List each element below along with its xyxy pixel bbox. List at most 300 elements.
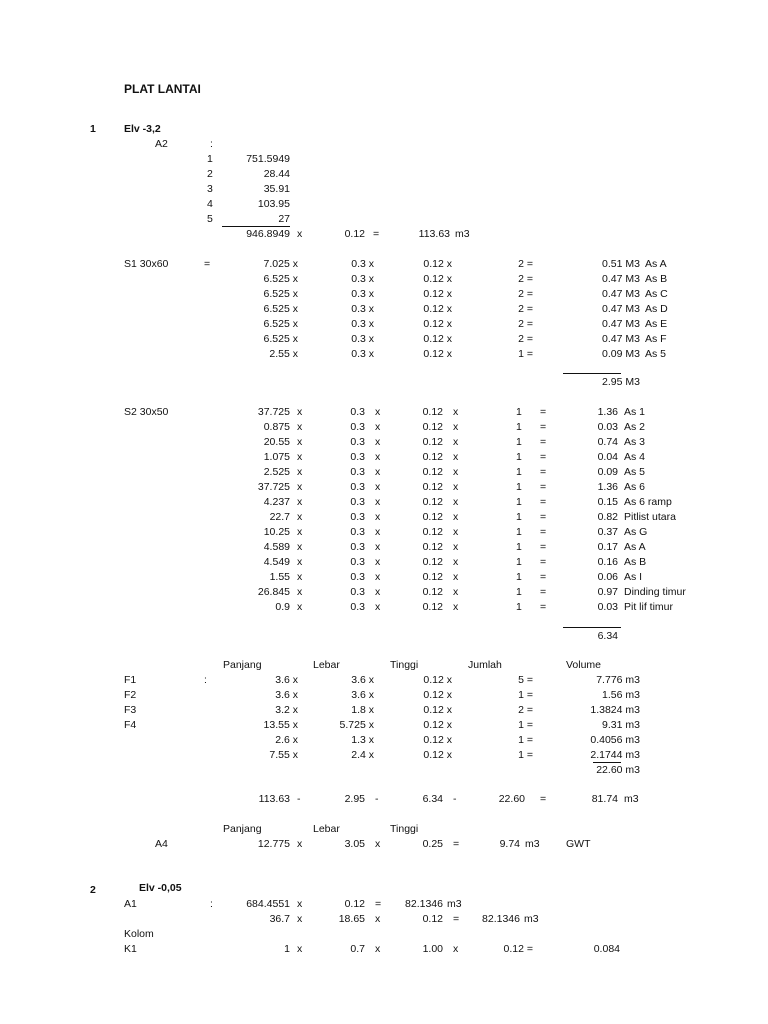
page-title: PLAT LANTAI xyxy=(124,82,201,96)
cell-eq: = xyxy=(540,541,547,553)
cell-volume: 0.47 M3 xyxy=(602,303,640,315)
cell-volume: 7.776 m3 xyxy=(596,674,640,686)
cell-width: 0.3 xyxy=(350,511,365,523)
cell-count: 2 = xyxy=(518,273,533,285)
cell-width: 0.3 xyxy=(350,496,365,508)
cell-height: 0.12 x xyxy=(423,704,452,716)
cell-volume: 0.51 M3 xyxy=(602,258,640,270)
summary-op: - xyxy=(297,793,301,805)
k1-label: K1 xyxy=(124,943,137,955)
cell-volume: 0.084 xyxy=(593,943,620,955)
cell-length: 4.589 xyxy=(263,541,290,553)
a1-label: A1 xyxy=(124,898,137,910)
cell-count: 1 xyxy=(516,511,522,523)
cell-height: 0.12 xyxy=(422,511,443,523)
cell-volume: 9.74 xyxy=(499,838,520,850)
cell-count: 2 = xyxy=(518,303,533,315)
cell-axis: As B xyxy=(645,273,668,285)
cell-length: 0.9 xyxy=(275,601,290,613)
section-2-label: Elv -0,05 xyxy=(139,882,182,894)
cell-length: 2.525 xyxy=(263,466,290,478)
cell-height: 0.12 x xyxy=(423,749,452,761)
cell-length: 20.55 xyxy=(263,436,290,448)
cell-op: x xyxy=(375,451,381,463)
cell-height: 0.12 xyxy=(422,406,443,418)
header-volume: Volume xyxy=(566,659,602,671)
cell-op: x xyxy=(375,586,381,598)
cell-width: 0.3 xyxy=(350,481,365,493)
cell-volume: 1.36 xyxy=(597,481,618,493)
cell-volume: 0.06 xyxy=(597,571,618,583)
cell-width: 3.6 x xyxy=(351,674,374,686)
cell-volume: 0.04 xyxy=(597,451,618,463)
a2-sum-rule xyxy=(222,226,290,227)
cell-length: 3.2 x xyxy=(275,704,298,716)
cell-eq: = xyxy=(540,511,547,523)
cell-op: x xyxy=(375,541,381,553)
cell-width: 0.3 x xyxy=(351,303,374,315)
cell-width: 0.3 xyxy=(350,421,365,433)
cell-op: x xyxy=(297,436,303,448)
s1-total: 2.95 M3 xyxy=(602,376,640,388)
cell-width: 0.3 xyxy=(350,436,365,448)
cell-op: x xyxy=(375,406,381,418)
cell-volume: 0.15 xyxy=(597,496,618,508)
cell-op: x xyxy=(297,421,303,433)
header-panjang: Panjang xyxy=(223,823,262,835)
cell-height: 0.25 xyxy=(422,838,443,850)
a2-item-value: 28.44 xyxy=(263,168,290,180)
cell-count: 1 xyxy=(516,571,522,583)
header-jumlah: Jumlah xyxy=(468,659,502,671)
a2-item-value: 103.95 xyxy=(257,198,290,210)
cell-height: 0.12 x xyxy=(423,288,452,300)
cell-count: 2 = xyxy=(518,333,533,345)
section-1-number: 1 xyxy=(90,123,96,135)
summary-eq: = xyxy=(540,793,547,805)
cell-eq: = xyxy=(540,481,547,493)
cell-width: 0.3 x xyxy=(351,258,374,270)
cell-height: 0.12 x xyxy=(423,674,452,686)
cell-length: 2.6 x xyxy=(275,734,298,746)
cell-height: 0.12 xyxy=(422,913,443,925)
summary-unit: m3 xyxy=(624,793,639,805)
cell-height: 0.12 xyxy=(422,466,443,478)
cell-width: 3.6 x xyxy=(351,689,374,701)
cell-op: x xyxy=(453,556,459,568)
cell-note: GWT xyxy=(566,838,591,850)
cell-height: 0.12 x xyxy=(423,333,452,345)
cell-count: 1 xyxy=(516,481,522,493)
cell-length: 10.25 xyxy=(263,526,290,538)
cell-op: x xyxy=(297,406,303,418)
cell-eq: = xyxy=(453,913,460,925)
cell-axis: As 1 xyxy=(624,406,646,418)
cell-area: 684.4551 xyxy=(246,898,290,910)
a1-colon: : xyxy=(210,898,213,910)
cell-height: 0.12 xyxy=(422,451,443,463)
cell-width: 1.8 x xyxy=(351,704,374,716)
cell-width: 0.3 xyxy=(350,571,365,583)
cell-op: x xyxy=(375,943,381,955)
cell-height: 0.12 x xyxy=(423,273,452,285)
cell-op: x xyxy=(375,913,381,925)
cell-height: 0.12 xyxy=(422,541,443,553)
cell-length: 22.7 xyxy=(269,511,290,523)
cell-height: 0.12 xyxy=(422,526,443,538)
a2-item-index: 1 xyxy=(207,153,213,165)
cell-count: 1 = xyxy=(518,734,533,746)
header-lebar: Lebar xyxy=(313,823,340,835)
cell-op: x xyxy=(453,436,459,448)
cell-length: 0.875 xyxy=(263,421,290,433)
cell-volume: 82.1346 xyxy=(482,913,520,925)
cell-axis: Pit lif timur xyxy=(624,601,674,613)
cell-eq: = xyxy=(540,556,547,568)
cell-volume: 0.97 xyxy=(597,586,618,598)
cell-op: x xyxy=(297,526,303,538)
cell-unit: m3 xyxy=(525,838,540,850)
a2-item-value: 751.5949 xyxy=(246,153,290,165)
cell-unit: m3 xyxy=(447,898,462,910)
section-2-number: 2 xyxy=(90,884,96,896)
cell-eq: = xyxy=(540,601,547,613)
cell-width: 0.3 xyxy=(350,526,365,538)
cell-count: 1 xyxy=(284,943,290,955)
cell-height: 0.12 xyxy=(422,571,443,583)
cell-width: 3.05 xyxy=(344,838,365,850)
cell-length: 26.845 xyxy=(257,586,290,598)
cell-axis: As E xyxy=(645,318,668,330)
cell-width: 0.3 xyxy=(350,586,365,598)
cell-volume: 0.74 xyxy=(597,436,618,448)
cell-length: 3.6 x xyxy=(275,689,298,701)
cell-length: 6.525 x xyxy=(263,333,298,345)
s1-sum-rule xyxy=(563,373,621,374)
a2-item-index: 4 xyxy=(207,198,213,210)
cell-height: 0.12 xyxy=(422,556,443,568)
cell-op: x xyxy=(297,541,303,553)
cell-volume: 0.47 M3 xyxy=(602,288,640,300)
cell-volume: 0.37 xyxy=(597,526,618,538)
a2-total-value: 946.8949 xyxy=(246,228,290,240)
cell-count: 1 xyxy=(516,436,522,448)
cell-op: x xyxy=(375,556,381,568)
cell-volume: 0.03 xyxy=(597,421,618,433)
cell-op: x xyxy=(297,586,303,598)
cell-height: 0.12 xyxy=(422,481,443,493)
cell-op: x xyxy=(453,601,459,613)
f-sum-rule xyxy=(593,762,621,763)
cell-op: x xyxy=(453,571,459,583)
cell-width: 0.3 x xyxy=(351,348,374,360)
cell-volume: 0.09 M3 xyxy=(602,348,640,360)
summary-f: 22.60 xyxy=(498,793,525,805)
cell-count: 1 = xyxy=(518,348,533,360)
cell-op: x xyxy=(453,466,459,478)
cell-width: 0.3 xyxy=(350,451,365,463)
cell-thickness: 0.12 = xyxy=(503,943,533,955)
a2-total-thickness: 0.12 xyxy=(344,228,365,240)
s1-eq: = xyxy=(204,258,211,270)
cell-thickness: 0.12 xyxy=(344,898,365,910)
cell-op: x xyxy=(453,586,459,598)
summary-s1: 2.95 xyxy=(344,793,365,805)
cell-axis: As 2 xyxy=(624,421,646,433)
cell-height: 0.12 xyxy=(422,586,443,598)
cell-height: 1.00 xyxy=(422,943,443,955)
cell-length: 6.525 x xyxy=(263,288,298,300)
a2-total-eq: = xyxy=(373,228,380,240)
cell-op: x xyxy=(453,421,459,433)
cell-eq: = xyxy=(540,571,547,583)
cell-width: 0.3 xyxy=(350,541,365,553)
cell-count: 2 = xyxy=(518,704,533,716)
cell-axis: As 6 xyxy=(624,481,646,493)
cell-volume: 0.17 xyxy=(597,541,618,553)
cell-axis: As 3 xyxy=(624,436,646,448)
cell-width: 0.3 x xyxy=(351,318,374,330)
header-lebar: Lebar xyxy=(313,659,340,671)
a2-item-index: 3 xyxy=(207,183,213,195)
cell-op: x xyxy=(375,421,381,433)
cell-count: 2 = xyxy=(518,258,533,270)
cell-axis: As I xyxy=(624,571,643,583)
cell-axis: As 4 xyxy=(624,451,646,463)
a4-label: A4 xyxy=(155,838,168,850)
cell-count: 1 xyxy=(516,406,522,418)
cell-eq: = xyxy=(540,466,547,478)
cell-axis: As A xyxy=(624,541,646,553)
cell-width: 0.7 xyxy=(350,943,365,955)
cell-width: 0.3 x xyxy=(351,288,374,300)
cell-op: x xyxy=(375,496,381,508)
a2-item-index: 2 xyxy=(207,168,213,180)
cell-volume: 0.47 M3 xyxy=(602,318,640,330)
cell-op: x xyxy=(453,481,459,493)
s2-total: 6.34 xyxy=(597,630,618,642)
cell-op: x xyxy=(297,511,303,523)
cell-height: 0.12 xyxy=(422,436,443,448)
cell-width: 0.3 x xyxy=(351,273,374,285)
cell-length: 1.55 xyxy=(269,571,290,583)
cell-op: x xyxy=(453,526,459,538)
header-tinggi: Tinggi xyxy=(390,659,419,671)
cell-height: 0.12 x xyxy=(423,719,452,731)
cell-label: F3 xyxy=(124,704,137,716)
cell-count: 1 xyxy=(516,541,522,553)
cell-height: 0.12 x xyxy=(423,258,452,270)
cell-volume: 0.82 xyxy=(597,511,618,523)
cell-height: 0.12 x xyxy=(423,318,452,330)
cell-eq: = xyxy=(375,898,382,910)
cell-label: F4 xyxy=(124,719,137,731)
cell-op: x xyxy=(297,481,303,493)
cell-axis: As B xyxy=(624,556,647,568)
cell-op: x xyxy=(453,511,459,523)
cell-axis: Pitlist utara xyxy=(624,511,676,523)
cell-eq: = xyxy=(453,838,460,850)
cell-axis: As 6 ramp xyxy=(624,496,672,508)
cell-count: 1 xyxy=(516,586,522,598)
cell-count: 1 xyxy=(516,451,522,463)
cell-eq: = xyxy=(540,526,547,538)
a2-item-index: 5 xyxy=(207,213,213,225)
cell-volume: 1.56 m3 xyxy=(602,689,640,701)
a2-item-value: 35.91 xyxy=(263,183,290,195)
cell-length: 6.525 x xyxy=(263,303,298,315)
cell-volume: 0.4056 m3 xyxy=(590,734,640,746)
cell-eq: = xyxy=(540,436,547,448)
cell-width: 0.3 xyxy=(350,556,365,568)
cell-op: x xyxy=(297,838,303,850)
cell-length: 37.725 xyxy=(257,481,290,493)
cell-count: 5 = xyxy=(518,674,533,686)
cell-count: 1 xyxy=(516,601,522,613)
cell-op: x xyxy=(453,541,459,553)
cell-count: 1 xyxy=(516,421,522,433)
cell-count: 1 xyxy=(516,526,522,538)
cell-width: 18.65 xyxy=(338,913,365,925)
section-1-label: Elv -3,2 xyxy=(124,123,161,135)
cell-volume: 82.1346 xyxy=(405,898,443,910)
cell-height: 0.12 x xyxy=(423,348,452,360)
s1-label: S1 30x60 xyxy=(124,258,169,270)
cell-count: 1 = xyxy=(518,749,533,761)
cell-length: 4.237 xyxy=(263,496,290,508)
a2-item-value: 27 xyxy=(278,213,290,225)
cell-label: F2 xyxy=(124,689,137,701)
cell-eq: = xyxy=(540,451,547,463)
a2-total-op: x xyxy=(297,228,303,240)
cell-length: 6.525 x xyxy=(263,318,298,330)
cell-op: x xyxy=(375,481,381,493)
cell-count: 1 = xyxy=(518,689,533,701)
cell-length: 37.725 xyxy=(257,406,290,418)
cell-op: x xyxy=(375,466,381,478)
cell-count: 1 xyxy=(516,466,522,478)
f-total: 22.60 m3 xyxy=(596,764,640,776)
cell-count: 2 = xyxy=(518,318,533,330)
header-panjang: Panjang xyxy=(223,659,262,671)
summary-s2: 6.34 xyxy=(422,793,443,805)
cell-width: 0.3 xyxy=(350,406,365,418)
cell-op: x xyxy=(297,913,303,925)
a2-total-unit: m3 xyxy=(455,228,470,240)
cell-op: x xyxy=(453,496,459,508)
cell-count: 2 = xyxy=(518,288,533,300)
cell-count: 1 xyxy=(516,556,522,568)
cell-axis: As A xyxy=(645,258,667,270)
cell-width: 5.725 x xyxy=(339,719,374,731)
s2-sum-rule xyxy=(563,627,621,628)
cell-width: 2.4 x xyxy=(351,749,374,761)
summary-op: - xyxy=(453,793,457,805)
cell-axis: As F xyxy=(645,333,667,345)
cell-length: 6.525 x xyxy=(263,273,298,285)
cell-op: x xyxy=(375,526,381,538)
cell-op: x xyxy=(297,571,303,583)
cell-op: x xyxy=(375,436,381,448)
cell-length: 3.6 x xyxy=(275,674,298,686)
a2-total-volume: 113.63 xyxy=(418,228,450,240)
cell-op: x xyxy=(297,943,303,955)
cell-op: x xyxy=(453,451,459,463)
cell-axis: As 5 xyxy=(624,466,646,478)
cell-length: 12.775 xyxy=(257,838,290,850)
summary-op: - xyxy=(375,793,379,805)
s2-label: S2 30x50 xyxy=(124,406,169,418)
cell-volume: 0.09 xyxy=(597,466,618,478)
cell-op: x xyxy=(297,496,303,508)
cell-length: 7.025 x xyxy=(263,258,298,270)
cell-op: x xyxy=(297,451,303,463)
cell-eq: = xyxy=(540,496,547,508)
cell-axis: As C xyxy=(645,288,668,300)
cell-unit: m3 xyxy=(524,913,539,925)
cell-label: F1 xyxy=(124,674,137,686)
cell-volume: 9.31 m3 xyxy=(602,719,640,731)
cell-eq: = xyxy=(540,406,547,418)
cell-axis: As D xyxy=(645,303,668,315)
cell-length: 2.55 x xyxy=(269,348,298,360)
cell-volume: 0.47 M3 xyxy=(602,273,640,285)
summary-a2: 113.63 xyxy=(258,793,290,805)
cell-op: x xyxy=(375,511,381,523)
summary-result: 81.74 xyxy=(591,793,618,805)
cell-op: x xyxy=(375,601,381,613)
cell-op: x xyxy=(297,898,303,910)
cell-eq: = xyxy=(540,421,547,433)
cell-length: 7.55 x xyxy=(269,749,298,761)
cell-volume: 0.03 xyxy=(597,601,618,613)
cell-count: 1 = xyxy=(518,719,533,731)
kolom-label: Kolom xyxy=(124,928,154,940)
cell-op: x xyxy=(375,571,381,583)
cell-height: 0.12 x xyxy=(423,689,452,701)
cell-axis: As 5 xyxy=(645,348,667,360)
cell-width: 0.3 x xyxy=(351,333,374,345)
cell-volume: 0.47 M3 xyxy=(602,333,640,345)
cell-axis: Dinding timur xyxy=(624,586,686,598)
cell-height: 0.12 xyxy=(422,601,443,613)
cell-volume: 1.36 xyxy=(597,406,618,418)
a2-label: A2 xyxy=(155,138,168,150)
cell-volume: 1.3824 m3 xyxy=(590,704,640,716)
cell-length: 13.55 x xyxy=(263,719,298,731)
cell-width: 1.3 x xyxy=(351,734,374,746)
cell-op: x xyxy=(297,466,303,478)
cell-op: x xyxy=(453,943,459,955)
cell-length: 4.549 xyxy=(263,556,290,568)
a2-colon: : xyxy=(210,138,213,150)
cell-width: 0.3 xyxy=(350,466,365,478)
cell-op: x xyxy=(297,601,303,613)
cell-height: 0.12 xyxy=(422,496,443,508)
cell-axis: As G xyxy=(624,526,648,538)
cell-op: x xyxy=(297,556,303,568)
f-colon: : xyxy=(204,674,207,686)
cell-height: 0.12 x xyxy=(423,734,452,746)
cell-eq: = xyxy=(540,586,547,598)
cell-length: 1.075 xyxy=(263,451,290,463)
cell-volume: 2.1744 m3 xyxy=(590,749,640,761)
cell-width: 0.3 xyxy=(350,601,365,613)
cell-height: 0.12 x xyxy=(423,303,452,315)
cell-op: x xyxy=(453,406,459,418)
header-tinggi: Tinggi xyxy=(390,823,419,835)
cell-op: x xyxy=(375,838,381,850)
